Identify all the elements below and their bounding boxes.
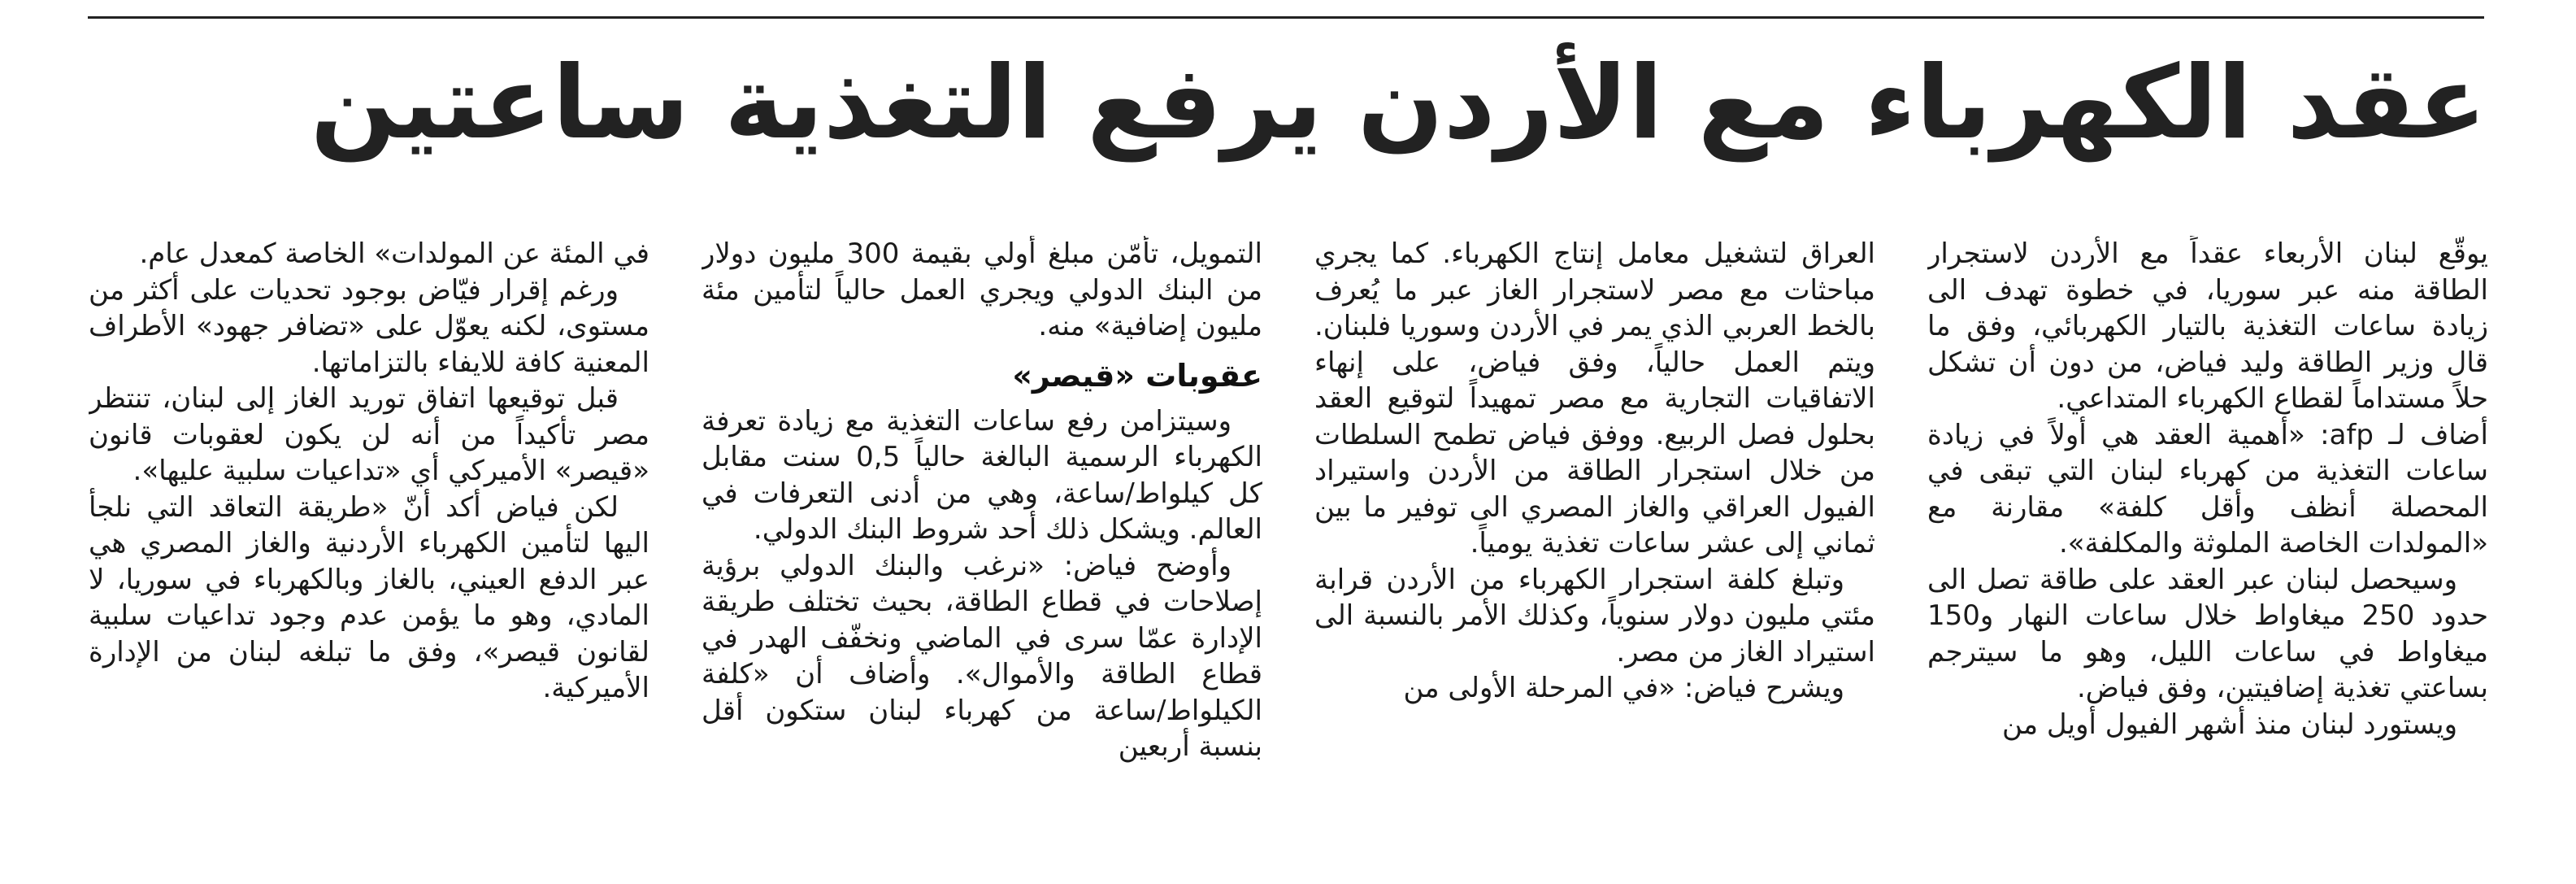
article-column-4	[89, 236, 649, 838]
top-divider	[88, 16, 2484, 19]
article-headline: عقد الكهرباء مع الأردن يرفع التغذية ساعتين	[310, 45, 2487, 162]
article-column-2	[1314, 236, 1875, 838]
article-paragraph: وسيحصل لبنان عبر العقد على طاقة تصل الى حدود 250 ميغاواط خلال ساعات النهار و150 ميغاواط في ساعات الليل، وهو ما سيترجم بساعتي تغذية إضافيتين، وفق فياض.	[1927, 563, 2488, 704]
article-paragraph: وأوضح فياض: «نرغب والبنك الدولي برؤية إصلاحات في قطاع الطاقة، بحيث تختلف طريقة الإدارة عمّا سرى في الماضي ونخفّف الهدر في قطاع الطاقة والأموال». وأضاف أن «كلفة الكيلواط/ساعة من كهرباء لبنان ستكون أقل بنسبة أربعين	[702, 549, 1262, 763]
article-paragraph: ويستورد لبنان منذ أشهر الفيول أويل من	[2001, 708, 2457, 741]
section-subheading: عقوبات «قيصر»	[1012, 357, 1262, 394]
article-paragraph: التمويل، تأمّن مبلغ أولي بقيمة 300 مليون دولار من البنك الدولي ويجري العمل حالياً لتأمين مئة مليون إضافية» منه.	[702, 237, 1262, 342]
article-paragraph: أضاف لـ afp: «أهمية العقد هي أولاً في زيادة ساعات التغذية من كهرباء لبنان التي تبقى في المحصلة أنظف وأقل كلفة» مقارنة مع «المولدات الخاصة الملوثة والمكلفة».	[1927, 418, 2488, 560]
article-paragraph: العراق لتشغيل معامل إنتاج الكهرباء. كما يجري مباحثات مع مصر لاستجرار الغاز عبر ما يُعرف بالخط العربي الذي يمر في الأردن وسوريا فلبنان. ويتم العمل حالياً، وفق فياض، على إنهاء الاتفاقيات التجارية مع مصر تمهيداً لتوقيع العقد بحلول فصل الربيع. ووفق فياض تطمح السلطات من خلال استجرار الطاقة من الأردن واستيراد الفيول العراقي والغاز المصري الى توفير ما بين ثماني إلى عشر ساعات تغذية يومياً.	[1314, 237, 1875, 560]
article-body	[89, 236, 2488, 838]
article-column-3	[702, 236, 1262, 838]
article-paragraph: قبل توقيعها اتفاق توريد الغاز إلى لبنان، تنتظر مصر تأكيداً من أنه لن يكون لعقوبات قانون «قيصر» الأميركي أي «تداعيات سلبية عليها».	[89, 382, 649, 487]
article-column-1	[1927, 236, 2488, 838]
article-paragraph: في المئة عن المولدات» الخاصة كمعدل عام.	[139, 237, 649, 270]
article-paragraph: وتبلغ كلفة استجرار الكهرباء من الأردن قرابة مئتي مليون دولار سنوياً، وكذلك الأمر بالنسبة الى استيراد الغاز من مصر.	[1314, 563, 1875, 668]
article-paragraph: لكن فياض أكد أنّ «طريقة التعاقد التي نلجأ اليها لتأمين الكهرباء الأردنية والغاز المصري هي عبر الدفع العيني، بالغاز وبالكهرباء في سوريا، لا المادي، وهو ما يؤمن عدم وجود تداعيات سلبية لقانون قيصر»، وفق ما تبلغه لبنان من الإدارة الأميركية.	[89, 490, 649, 704]
article-paragraph: وسيتزامن رفع ساعات التغذية مع زيادة تعرفة الكهرباء الرسمية البالغة حالياً 0,5 سنت مقابل كل كيلواط/ساعة، وهي من أدنى التعرفات في العالم. ويشكل ذلك أحد شروط البنك الدولي.	[702, 404, 1262, 546]
article-paragraph: ويشرح فياض: «في المرحلة الأولى من	[1403, 672, 1844, 704]
article-paragraph: يوقّع لبنان الأربعاء عقداً مع الأردن لاستجرار الطاقة منه عبر سوريا، في خطوة تهدف الى زيادة ساعات التغذية بالتيار الكهربائي، وفق ما قال وزير الطاقة وليد فياض، من دون أن تشكل حلاً مستداماً لقطاع الكهرباء المتداعي.	[1927, 237, 2488, 415]
article-paragraph: ورغم إقرار فيّاض بوجود تحديات على أكثر من مستوى، لكنه يعوّل على «تضافر جهود» الأطراف المعنية كافة للايفاء بالتزاماتها.	[89, 273, 649, 379]
